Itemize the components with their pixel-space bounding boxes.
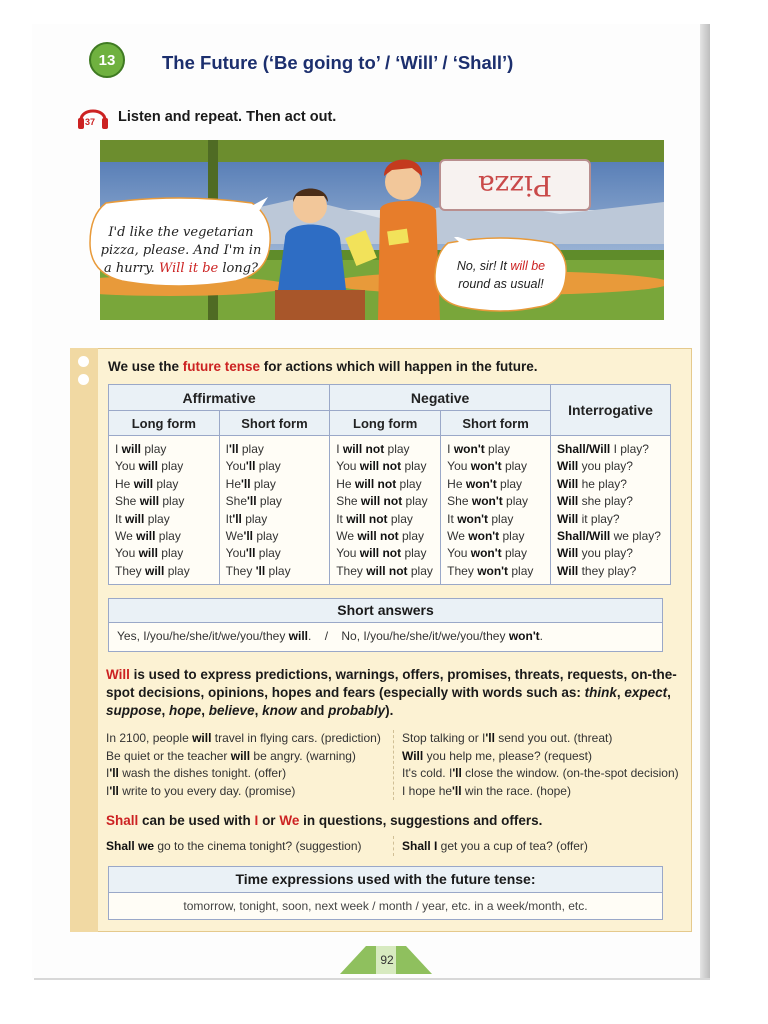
shall-example-suggestion: Shall we go to the cinema tonight? (suggestion) [106,839,362,853]
affirmative-short-cell [219,436,330,585]
text-line: Will you play? [557,546,633,561]
time-expressions-box [108,866,663,920]
short-answers-heading: Short answers [109,599,662,623]
text-line: You'll play [225,546,281,561]
text-line: Will you help me, please? (request) [402,748,592,763]
interrogative-cell [551,436,671,585]
text-line: We will not play [336,529,425,544]
page-number: 92 [380,953,394,967]
text-line: Stop talking or I'll send you out. (threat) [402,731,613,745]
bullet-dot [78,374,89,385]
text-line: I'll write to you every day. (promise) [106,783,296,798]
text-line: I won't play [447,442,511,456]
text-line: I'll wash the dishes tonight. (offer) [106,766,287,781]
bullet-dot [78,356,89,367]
speech-bubble-customer-text: I'd like the vegetarian pizza, please. And I'm in a hurry. Will it be long? [100,225,262,276]
text-line: We'll play [225,529,279,544]
shall-usage-rule: Shall can be used with I or We in questions, suggestions and offers. [106,813,543,828]
short-answers-box [108,598,663,652]
text-line: She will play [115,494,185,509]
header-negative: Negative [330,385,551,411]
text-line: Shall/Will we play? [557,529,661,544]
affirmative-long-cell [109,436,220,585]
text-line: Will she play? [557,494,633,509]
listen-text: Listen and repeat. Then act out. [118,109,337,125]
text-line: She'll play [225,494,282,509]
text-line: Shall/Will I play? [557,442,649,456]
track-number: 37 [85,117,96,127]
headphones-icon[interactable] [76,102,110,132]
speech-bubble-waiter-text: No, sir! It will be round as usual! [456,259,546,291]
text-line: They will play [115,563,190,578]
text-line: I'll play [225,442,264,456]
text-line: She won't play [447,494,529,509]
examples-divider [393,836,394,856]
text-line: You will play [115,459,184,474]
subheader-short-form: Short form [219,411,330,436]
text-line: Be quiet or the teacher will be angry. (warning) [106,748,356,763]
text-line: You won't play [447,546,527,561]
text-line: It's cold. I'll close the window. (on-the-spot decision) [402,766,679,781]
text-line: It'll play [225,511,268,526]
text-line: Will they play? [557,563,637,578]
text-line: He'll play [225,476,276,491]
will-usage-rule: Will is used to express predictions, warnings, offers, promises, threats, requests, on-the-spot decisions, opinions, hopes and fears (especially with words such as: think, expect, suppose, hope, believe, know and probably). [106,667,677,718]
text-line: You will not play [336,546,427,561]
examples-divider [393,730,394,800]
text-line: He won't play [447,476,523,491]
listen-instruction [76,102,336,132]
text-line: It will not play [336,511,413,526]
text-line: I will not play [336,442,410,456]
text-line: I will play [115,442,167,456]
text-line: I hope he'll win the race. (hope) [402,783,571,798]
subheader-long-form: Long form [109,411,220,436]
text-line: It will play [115,511,170,526]
pizza-sign-text: Pizza [478,169,552,202]
shall-example-offer: Shall I get you a cup of tea? (offer) [402,839,588,853]
negative-short-cell [441,436,551,585]
unit-title: The Future (‘Be going to’ / ‘Will’ / ‘Shall’) [162,52,514,73]
text-line: Will he play? [557,476,627,491]
unit-number-badge: 13 [89,42,125,78]
page-edge [700,24,710,978]
negative-long-cell [330,436,441,585]
time-expressions-heading: Time expressions used with the future tense: [109,867,662,893]
future-tense-intro: We use the future tense for actions which will happen in the future. [108,359,538,374]
text-line: You'll play [225,459,281,474]
short-answers-line [109,623,662,643]
will-examples-left [106,730,381,800]
will-examples-right [402,730,679,800]
text-line: In 2100, people will travel in flying cars. (prediction) [106,731,381,745]
text-line: She will not play [336,494,428,509]
time-expressions-list: tomorrow, tonight, soon, next week / month / year, etc. in a week/month, etc. [183,899,588,913]
text-line: He will play [115,476,179,491]
text-line: You won't play [447,459,527,474]
header-interrogative: Interrogative [551,385,671,436]
text-line: He will not play [336,476,422,491]
text-line: You will play [115,546,184,561]
short-answer-separator: / [324,629,329,643]
short-answer-no: No, I/you/he/she/it/we/you/they won't. [341,629,544,643]
text-line: They won't play [447,563,534,578]
header-affirmative: Affirmative [109,385,330,411]
side-strip [70,348,98,932]
text-line: Will you play? [557,459,633,474]
text-line: They 'll play [225,563,291,578]
text-line: Will it play? [557,511,620,526]
text-line: We won't play [447,529,525,544]
subheader-long-form: Long form [330,411,441,436]
text-line: We will play [115,529,181,544]
text-line: You will not play [336,459,427,474]
short-answer-yes: Yes, I/you/he/she/it/we/you/they will. [117,629,312,643]
text-line: They will not play [336,563,433,578]
subheader-short-form: Short form [441,411,551,436]
text-line: It won't play [447,511,514,526]
will-forms-table [108,384,671,585]
